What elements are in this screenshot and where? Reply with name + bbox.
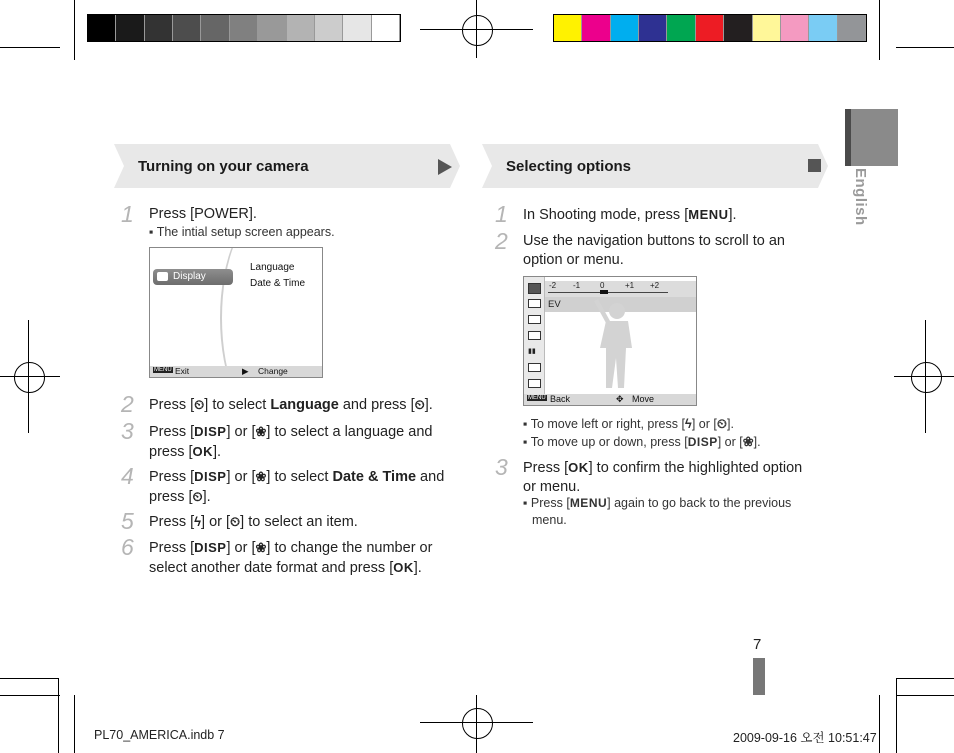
- macro-icon: ❀: [255, 469, 267, 484]
- color-swatch: [343, 15, 371, 41]
- language-tab-block: [845, 109, 898, 166]
- color-swatch: [173, 15, 201, 41]
- screen-option: Date & Time: [250, 278, 306, 289]
- color-swatch: [315, 15, 343, 41]
- language-tab-strip: [845, 109, 851, 166]
- face-detection-icon: [528, 331, 541, 340]
- color-swatch: [88, 15, 116, 41]
- timer-icon: ⏲: [230, 514, 241, 529]
- navigation-icon: ✥: [616, 394, 624, 404]
- step-text: Press [OK] to confirm the highlighted option or menu.: [523, 460, 803, 495]
- menu-key-icon: MENU: [154, 367, 172, 373]
- step-text: Press [DISP] or [❀] to select a language and press [OK].: [149, 424, 433, 460]
- menu-key-icon: MENU: [528, 395, 546, 401]
- ev-scale: -2 -1 0 +1 +2: [545, 281, 696, 297]
- color-swatch: [554, 15, 582, 41]
- ev-icon: [528, 283, 541, 294]
- bullet-text: ▪ To move up or down, press [DISP] or [❀].: [523, 434, 761, 449]
- macro-icon: ❀: [742, 434, 754, 449]
- right-arrow-icon: ▶: [242, 366, 249, 376]
- play-icon: [438, 159, 452, 175]
- color-swatch: [116, 15, 144, 41]
- grayscale-color-bar: [87, 14, 401, 42]
- page-number-bar: [753, 658, 765, 695]
- step-number: 2: [495, 228, 508, 254]
- menu-key: MENU: [688, 207, 729, 222]
- ev-menu-screen: [523, 276, 697, 406]
- screen-option: Language: [250, 262, 295, 273]
- color-swatch: [611, 15, 639, 41]
- color-swatch: [781, 15, 809, 41]
- setup-screen: [149, 247, 323, 378]
- color-swatch: [145, 15, 173, 41]
- step-text: Press [POWER].: [149, 206, 257, 222]
- section-title-right: Selecting options: [506, 158, 632, 175]
- person-silhouette: [584, 293, 644, 393]
- step-text: Press [ϟ] or [⏲] to select an item.: [149, 514, 358, 530]
- color-swatch: [230, 15, 258, 41]
- slug-filename: PL70_AMERICA.indb 7: [94, 728, 225, 742]
- power-key: POWER: [194, 206, 249, 222]
- process-color-bar: [553, 14, 867, 42]
- disp-key: DISP: [194, 424, 227, 439]
- menu-icon-column: [524, 277, 545, 405]
- color-swatch: [753, 15, 781, 41]
- menu-key: MENU: [569, 496, 608, 510]
- bullet-text: ▪ Press [MENU] again to go back to the previous menu.: [523, 496, 792, 527]
- step-text: Use the navigation buttons to scroll to an option or menu.: [523, 233, 785, 268]
- timer-icon: ⏲: [414, 397, 425, 412]
- step-number: 4: [121, 463, 134, 489]
- step-number: 6: [121, 534, 134, 560]
- screen-footer: MENU Exit ▶ Change: [150, 366, 322, 377]
- timer-icon: ⏲: [194, 397, 205, 412]
- step-number: 2: [121, 391, 134, 417]
- macro-icon: ❀: [255, 540, 267, 555]
- bullet-text: ▪ The intial setup screen appears.: [149, 225, 335, 239]
- step-text: Press [⏲] to select Language and press [⏲].: [149, 397, 433, 413]
- screen-footer: MENU Back ✥ Move: [524, 394, 696, 405]
- color-swatch: [809, 15, 837, 41]
- slug-timestamp: 2009-09-16 오전 10:51:47: [733, 731, 877, 745]
- flash-icon: ϟ: [684, 416, 692, 431]
- macro-icon: ❀: [255, 424, 267, 439]
- white-balance-icon: [528, 315, 541, 324]
- color-swatch: [838, 15, 866, 41]
- step-number: 3: [495, 454, 508, 480]
- bullet-text: ▪ To move left or right, press [ϟ] or [⏲].: [523, 416, 734, 431]
- color-swatch: [696, 15, 724, 41]
- color-swatch: [582, 15, 610, 41]
- section-title-left: Turning on your camera: [138, 158, 309, 175]
- disp-key: DISP: [194, 540, 227, 555]
- flash-icon: ϟ: [194, 514, 202, 529]
- step-number: 5: [121, 508, 134, 534]
- step-number: 3: [121, 418, 134, 444]
- color-swatch: [201, 15, 229, 41]
- timer-icon: ⏲: [716, 416, 727, 431]
- color-swatch: [287, 15, 315, 41]
- step-number: 1: [495, 201, 508, 227]
- display-icon: [157, 272, 168, 281]
- ok-key: OK: [192, 444, 214, 459]
- color-swatch: [372, 15, 400, 41]
- ok-key: OK: [568, 460, 589, 475]
- color-swatch: [258, 15, 286, 41]
- color-swatch: [724, 15, 752, 41]
- stop-square-icon: [808, 159, 821, 172]
- color-swatch: [639, 15, 667, 41]
- disp-key: DISP: [687, 435, 718, 449]
- disp-key: DISP: [194, 469, 227, 484]
- ev-highlight-row: EV: [545, 297, 696, 312]
- iso-icon: [528, 299, 541, 308]
- display-menu-item: Display: [153, 269, 233, 285]
- metering-icon: [528, 379, 541, 388]
- step-number: 1: [121, 201, 134, 227]
- step-text: Press [DISP] or [❀] to select Date & Time and press [⏲].: [149, 469, 445, 505]
- page-number: 7: [753, 636, 762, 653]
- color-swatch: [667, 15, 695, 41]
- language-tab-label: English: [852, 168, 869, 226]
- step-text: In Shooting mode, press [MENU].: [523, 207, 737, 223]
- timer-icon: ⏲: [192, 489, 203, 504]
- ok-key: OK: [393, 560, 414, 575]
- step-text: Press [DISP] or [❀] to change the number or select another date format and press [OK].: [149, 540, 433, 576]
- photo-size-icon: ▮▮: [528, 348, 536, 355]
- quality-icon: [528, 363, 541, 372]
